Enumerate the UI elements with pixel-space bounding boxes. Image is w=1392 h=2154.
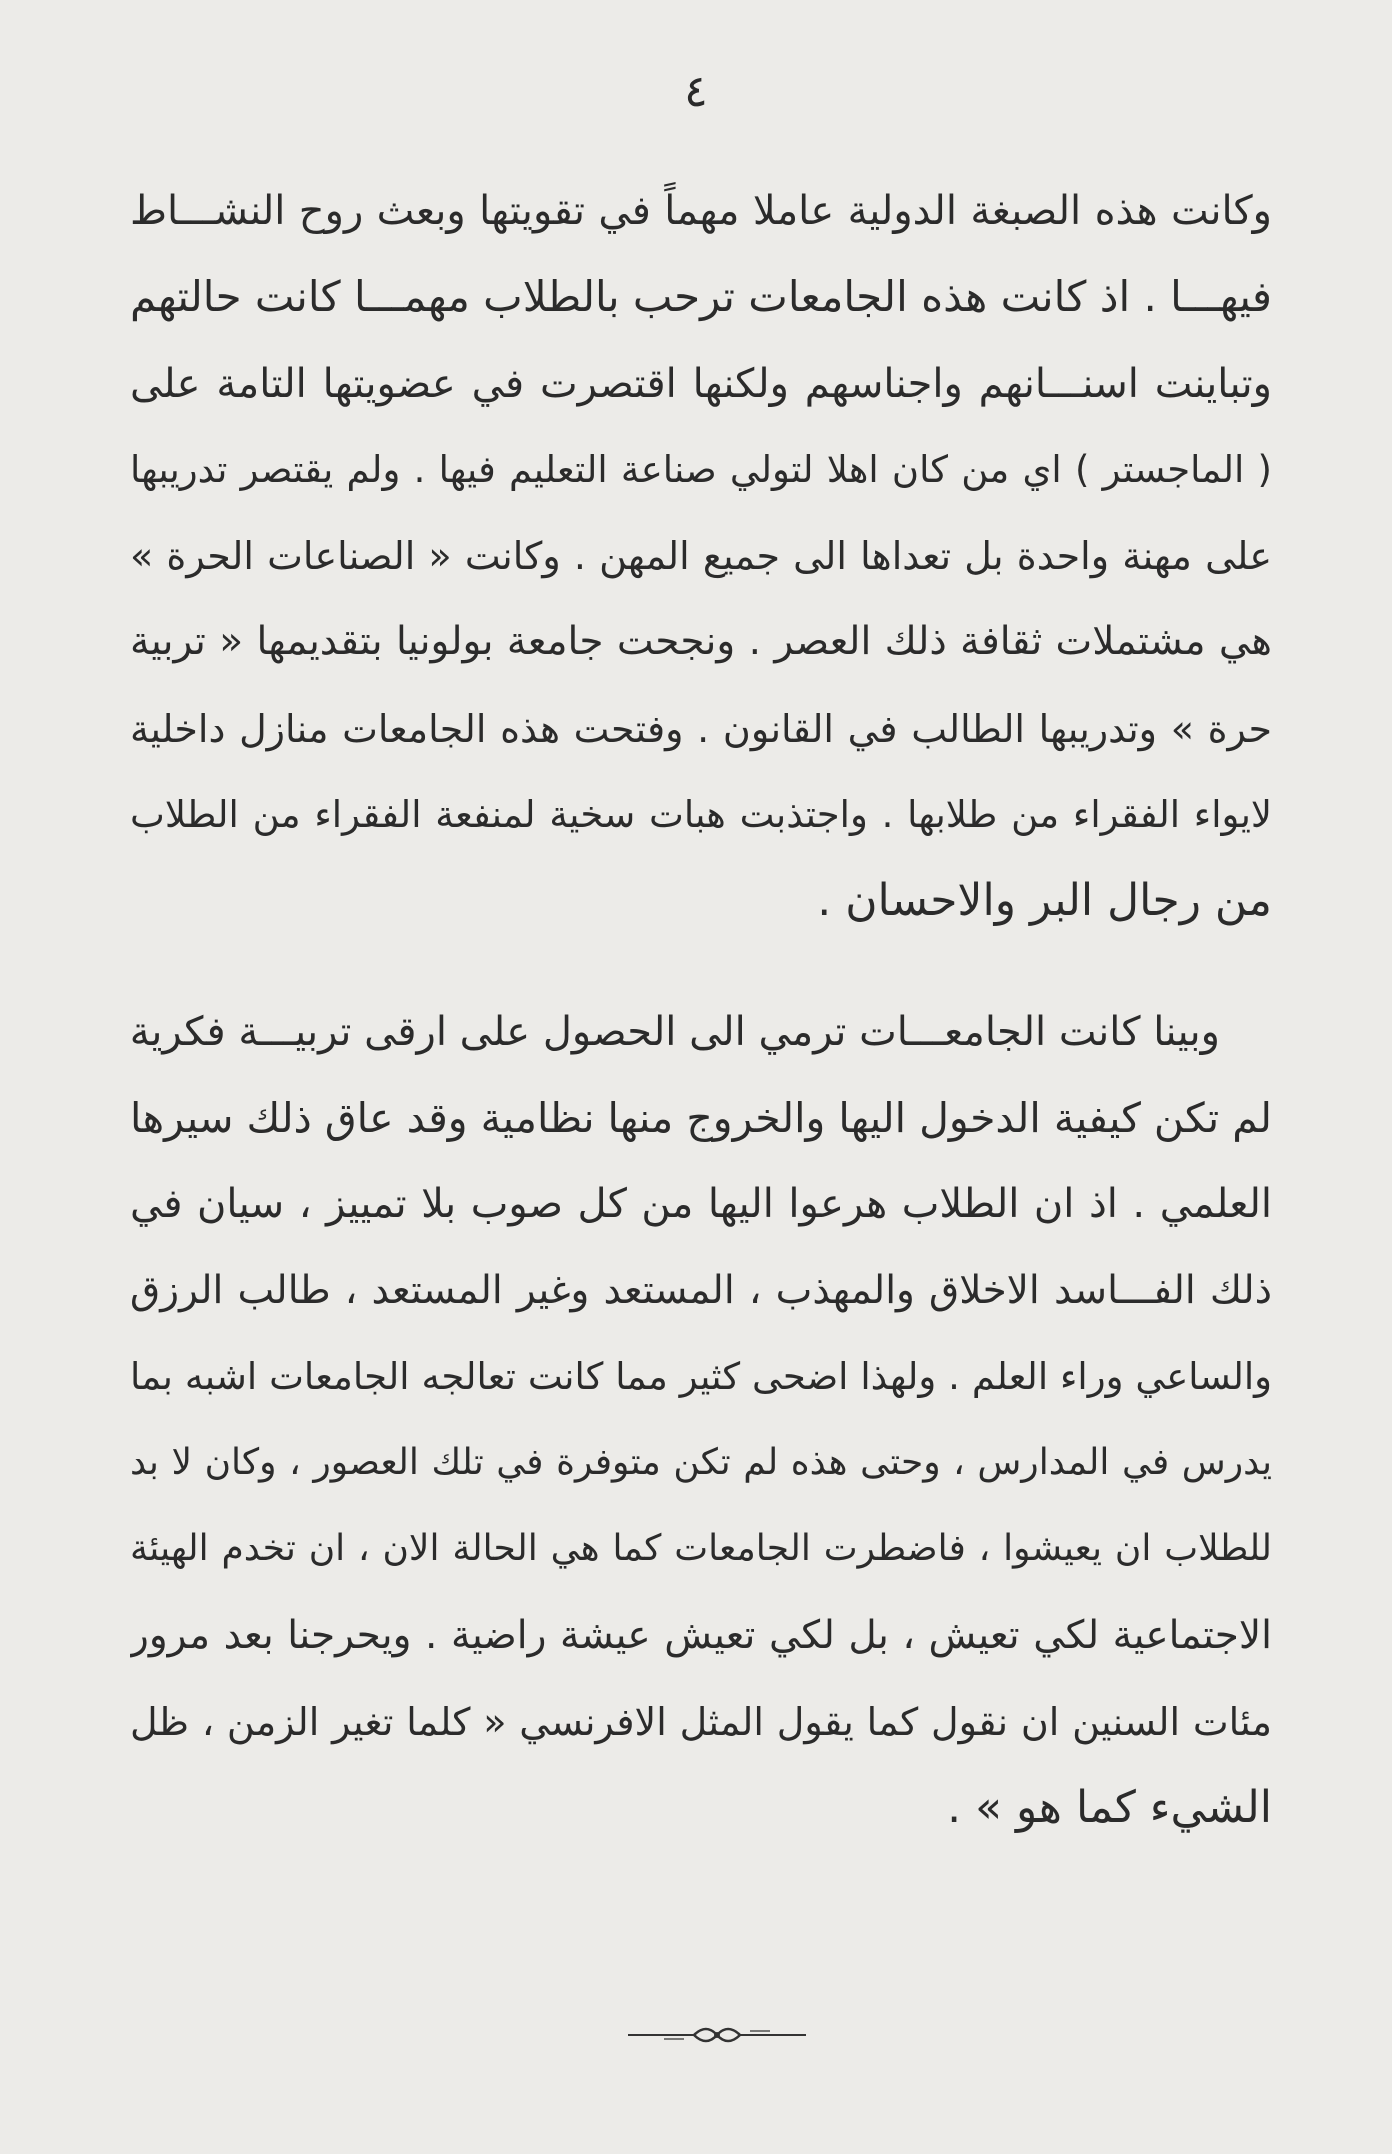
text-line: على مهنة واحدة بل تعداها الى جميع المهن . وكانت « الصناعات الحرة »: [130, 534, 1272, 579]
text-line: لايواء الفقراء من طلابها . واجتذبت هبات سخية لمنفعة الفقراء من الطلاب: [130, 793, 1272, 837]
text-line: وكانت هذه الصبغة الدولية عاملا مهماً في تقويتها وبعث روح النشـــاط: [130, 188, 1272, 234]
text-line: يدرس في المدارس ، وحتى هذه لم تكن متوفرة في تلك العصور ، وكان لا بد: [130, 1442, 1272, 1484]
text-line: لم تكن كيفية الدخول اليها والخروج منها نظامية وقد عاق ذلك سيرها: [130, 1093, 1272, 1142]
decorative-rule-ornament-icon: [624, 2024, 810, 2046]
text-line: للطلاب ان يعيشوا ، فاضطرت الجامعات كما هي الحالة الان ، ان تخدم الهيئة: [130, 1528, 1272, 1570]
text-line: حرة » وتدريبها الطالب في القانون . وفتحت هذه الجامعات منازل داخلية: [130, 706, 1272, 751]
text-line: مئات السنين ان نقول كما يقول المثل الافرنسي « كلما تغير الزمن ، ظل: [130, 1700, 1272, 1745]
text-line: الشيء كما هو » .: [947, 1782, 1272, 1834]
text-line: وتباينت اسنـــانهم واجناسهم ولكنها اقتصرت في عضويتها التامة على: [130, 360, 1272, 407]
body-text: [130, 168, 1272, 1852]
text-line: هي مشتملات ثقافة ذلك العصر . ونجحت جامعة بولونيا بتقديمها « تربية: [130, 619, 1272, 665]
text-line: وبينا كانت الجامعـــات ترمي الى الحصول على ارقى تربيـــة فكرية: [130, 1008, 1220, 1055]
text-line: من رجال البر والاحسان .: [817, 875, 1272, 927]
text-line: فيهـــا . اذ كانت هذه الجامعات ترحب بالطلاب مهمـــا كانت حالتهم: [130, 272, 1272, 322]
text-line: ( الماجستر ) اي من كان اهلا لتولي صناعة التعليم فيها . ولم يقتصر تدريبها: [130, 447, 1272, 491]
paragraph-2: [130, 989, 1272, 1852]
text-line: العلمي . اذ ان الطلاب هرعوا اليها من كل صوب بلا تمييز ، سيان في: [130, 1181, 1272, 1228]
text-line: الاجتماعية لكي تعيش ، بل لكي تعيش عيشة راضية . ويحرجنا بعد مرور: [130, 1612, 1272, 1658]
text-line: والساعي وراء العلم . ولهذا اضحى كثير مما كانت تعالجه الجامعات اشبه بما: [130, 1354, 1272, 1398]
paragraph-1: [130, 168, 1272, 945]
page-number: ٤: [684, 66, 708, 117]
paragraph-spacer: [130, 945, 1272, 989]
text-line: ذلك الفـــاسد الاخلاق والمهذب ، المستعد وغير المستعد ، طالب الرزق: [130, 1267, 1272, 1313]
